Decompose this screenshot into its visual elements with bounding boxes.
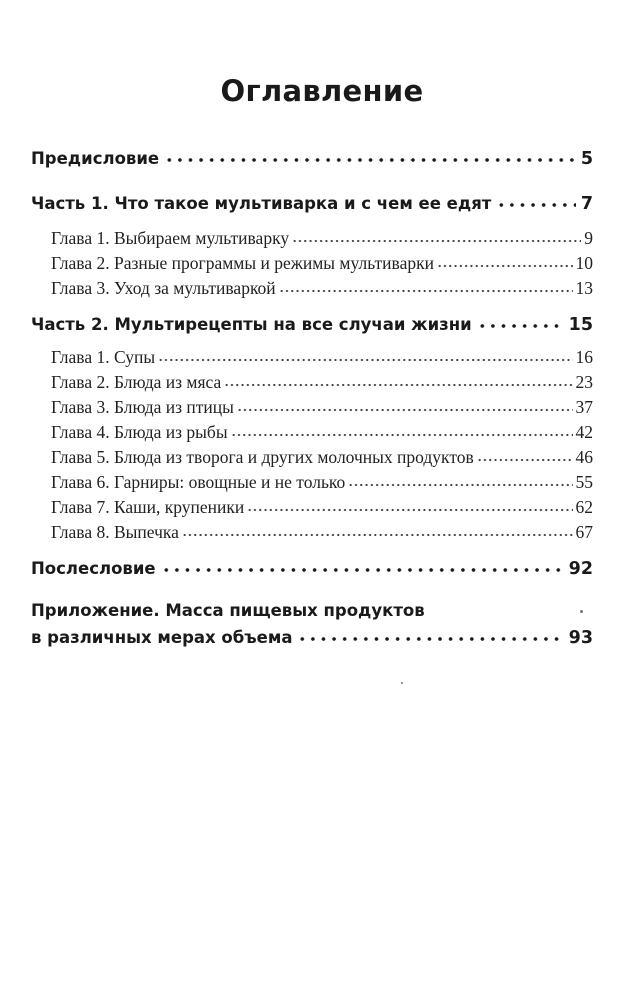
toc-entry-chapter bbox=[51, 520, 593, 543]
toc-entry-part-1 bbox=[31, 192, 593, 214]
toc-entry-label: Глава 2. Блюда из мяса bbox=[51, 371, 222, 392]
dot-leader bbox=[161, 557, 564, 574]
dot-leader bbox=[231, 420, 573, 438]
toc-page-number: 15 bbox=[568, 314, 593, 335]
toc-page-number: 92 bbox=[568, 558, 593, 579]
toc-entry-label: Глава 6. Гарниры: овощные и не только bbox=[51, 471, 346, 492]
toc-entry-label: Глава 4. Блюда из рыбы bbox=[51, 421, 228, 442]
toc-page-number: 10 bbox=[575, 252, 593, 273]
toc-entry-label: Глава 8. Выпечка bbox=[51, 521, 179, 542]
toc-page-number: 13 bbox=[575, 277, 593, 298]
toc-entry-afterword bbox=[31, 557, 593, 579]
dot-leader bbox=[348, 470, 572, 488]
toc-entry-label: Глава 3. Блюда из птицы bbox=[51, 396, 234, 417]
toc-entry-label: Глава 1. Выбираем мультиварку bbox=[51, 227, 290, 248]
scan-speck bbox=[401, 682, 403, 684]
dot-leader bbox=[164, 147, 576, 164]
toc-page-number: 55 bbox=[575, 471, 593, 492]
dot-leader bbox=[237, 395, 573, 413]
toc-page-number: 7 bbox=[580, 193, 593, 214]
dot-leader bbox=[247, 495, 572, 513]
toc-entry-chapter bbox=[51, 420, 593, 443]
toc-entry-chapter bbox=[51, 470, 593, 493]
toc-entry-appendix bbox=[31, 601, 593, 648]
toc-page-number: 37 bbox=[575, 396, 593, 417]
toc-entry-chapter bbox=[51, 226, 593, 249]
toc-entry-label: Часть 1. Что такое мультиварка и с чем ее едят bbox=[31, 193, 492, 213]
toc-entry-label-line-1: Приложение. Масса пищевых продуктов bbox=[31, 601, 425, 620]
toc-entry-part-2 bbox=[31, 313, 593, 335]
toc-entry-chapter bbox=[51, 276, 593, 299]
toc-page-number: 67 bbox=[575, 521, 593, 542]
toc-entry-chapter bbox=[51, 345, 593, 368]
toc-page-number: 16 bbox=[575, 346, 593, 367]
toc-page-number: 62 bbox=[575, 496, 593, 517]
dot-leader bbox=[292, 226, 581, 244]
dot-leader bbox=[224, 370, 572, 388]
toc-entry-chapter bbox=[51, 251, 593, 274]
toc-entry-label: Глава 1. Супы bbox=[51, 346, 156, 367]
dot-leader bbox=[279, 276, 573, 294]
toc-entry-label: Глава 5. Блюда из творога и других молочных продуктов bbox=[51, 446, 474, 467]
toc-page-number: 9 bbox=[584, 227, 593, 248]
toc-entry-label: Глава 7. Каши, крупеники bbox=[51, 496, 245, 517]
toc-page-number: 42 bbox=[575, 421, 593, 442]
dot-leader bbox=[477, 445, 573, 463]
toc-entry-label-line-2: в различных мерах объема bbox=[31, 627, 293, 647]
toc-page-number: 93 bbox=[568, 627, 593, 648]
dot-leader bbox=[437, 251, 573, 269]
toc-entry-label: Предисловие bbox=[31, 148, 160, 168]
toc-entry-chapter bbox=[51, 495, 593, 518]
dot-leader bbox=[158, 345, 572, 363]
toc-page-number: 5 bbox=[580, 148, 593, 169]
toc-entry-label: Глава 2. Разные программы и режимы мультиварки bbox=[51, 252, 434, 273]
toc-entry-chapter bbox=[51, 370, 593, 393]
page-title: Оглавление bbox=[220, 74, 424, 108]
toc-entry-chapter bbox=[51, 395, 593, 418]
dot-leader bbox=[477, 313, 564, 330]
toc-entry-preface bbox=[31, 147, 593, 169]
toc-entry-chapter bbox=[51, 445, 593, 468]
toc-entry-label: Послесловие bbox=[31, 558, 156, 578]
toc-page-number: 23 bbox=[575, 371, 593, 392]
dot-leader bbox=[182, 520, 573, 538]
dot-leader bbox=[297, 626, 563, 643]
toc-page-number: 46 bbox=[575, 446, 593, 467]
toc-entry-label: Часть 2. Мультирецепты на все случаи жизни bbox=[31, 314, 472, 334]
scan-speck bbox=[580, 610, 583, 613]
dot-leader bbox=[496, 192, 575, 209]
toc-entry-label: Глава 3. Уход за мультиваркой bbox=[51, 277, 276, 298]
